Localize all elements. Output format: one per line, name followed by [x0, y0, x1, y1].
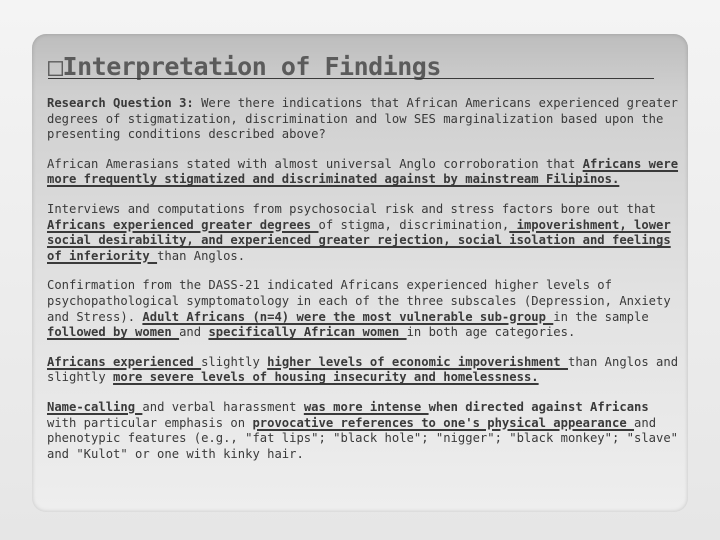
finding-3-emphasis-c: specifically African women — [208, 325, 407, 340]
finding-paragraph-2 — [47, 202, 683, 264]
finding-4-emphasis-a: Africans experienced — [47, 354, 202, 369]
finding-3-text-d: in both age categories. — [406, 325, 576, 340]
finding-paragraph-4 — [47, 355, 683, 386]
finding-5-emphasis-a: Name-calling — [47, 399, 143, 414]
finding-2-emphasis-a: Africans experienced greater degrees — [47, 217, 319, 232]
finding-5-text-b: when directed against Africans — [428, 399, 649, 414]
finding-1-emphasis: Africans were more frequently stigmatized and discriminated against by mainstream Filipinos. — [47, 156, 679, 187]
finding-2-text-c: than Anglos. — [157, 248, 246, 263]
research-question-text: Were there indications that African Americans experienced greater degrees of stigmatization, discrimination and low SES marginalization based upon the presenting conditions described above? — [47, 96, 679, 142]
finding-5-text-c: with particular emphasis on — [47, 415, 253, 430]
finding-4-emphasis-c: more severe levels of housing insecurity and homelessness. — [113, 370, 539, 385]
finding-2-text-b: of stigma, discrimination, — [318, 217, 510, 232]
finding-3-text-a: Confirmation from the DASS-21 indicated Africans experienced higher levels of psychopathological symptomatology in each of the three subscales (Depression, Anxiety and Stress). — [47, 278, 671, 324]
finding-5-text-a: and verbal harassment — [142, 399, 304, 414]
research-question-paragraph — [47, 96, 683, 143]
finding-1-text: African Amerasians stated with almost universal Anglo corroboration that — [47, 156, 583, 171]
finding-3-text-c: and — [179, 325, 209, 340]
finding-5-emphasis-b: was more intense — [303, 399, 429, 414]
finding-2-emphasis-b: impoverishment, lower social desirability, and experienced greater rejection, social isolation and feelings of inferiority — [47, 217, 671, 263]
finding-5-emphasis-c: provocative references to one's physical appearance — [252, 415, 635, 430]
slide-body — [47, 96, 683, 476]
finding-paragraph-1 — [47, 157, 683, 188]
finding-paragraph-3 — [47, 278, 683, 340]
finding-5-text-d: and phenotypic features (e.g., "fat lips"; "black hole"; "nigger"; "black monkey"; "slave" and "Kulot" or one with kinky hair. — [47, 415, 679, 461]
finding-3-emphasis-b: followed by women — [47, 325, 180, 340]
finding-4-text-a: slightly — [201, 354, 268, 369]
finding-2-text-a: Interviews and computations from psychosocial risk and stress factors bore out that — [47, 201, 657, 216]
research-question-label: Research Question 3: — [47, 96, 194, 110]
finding-4-emphasis-b: higher levels of economic impoverishment — [267, 354, 568, 369]
title-underline — [48, 78, 654, 79]
finding-4-text-b: than Anglos and slightly — [47, 354, 679, 385]
finding-paragraph-5 — [47, 400, 683, 462]
slide-title: □Interpretation of Findings — [48, 52, 441, 81]
finding-3-text-b: in the sample — [553, 309, 649, 324]
finding-3-emphasis-a: Adult Africans (n=4) were the most vulnerable sub-group — [142, 309, 554, 324]
